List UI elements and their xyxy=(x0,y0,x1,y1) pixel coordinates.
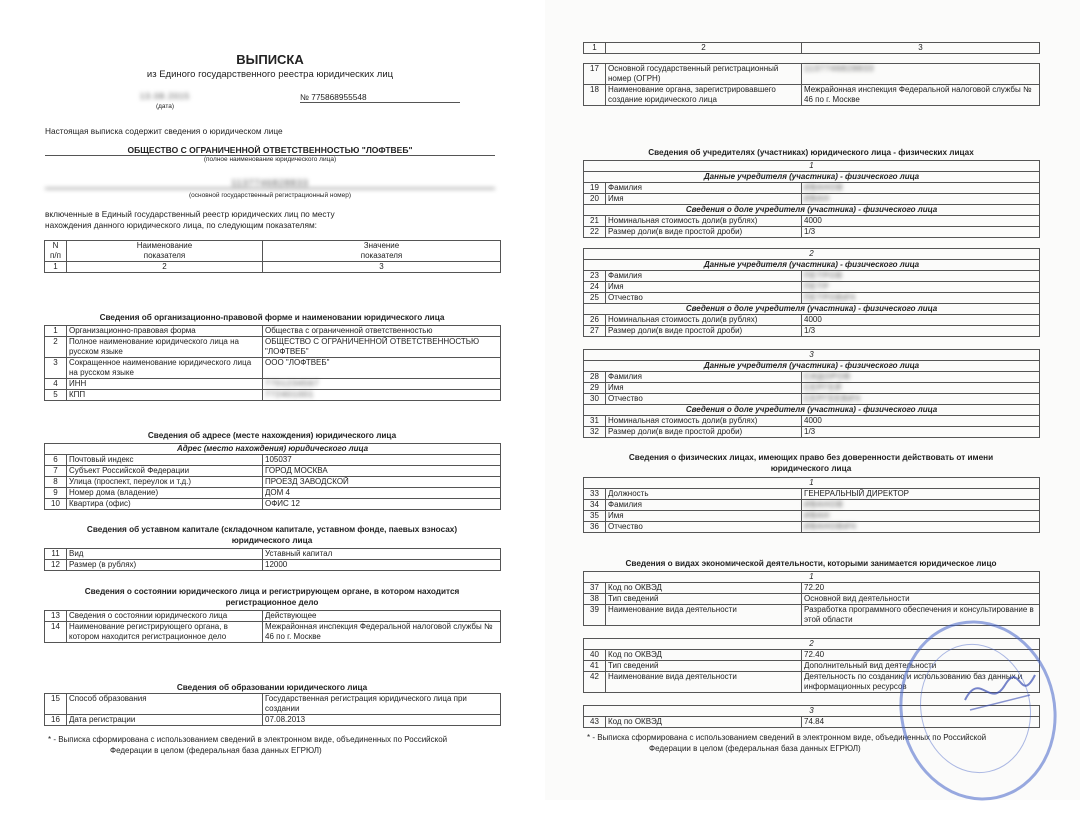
table-row xyxy=(584,183,1040,194)
row-label: Имя xyxy=(606,383,802,394)
row-number: 6 xyxy=(45,455,67,466)
included-text-1: включенные в Единый государственный реестр юридических лиц по месту xyxy=(45,209,335,219)
row-label: КПП xyxy=(67,390,263,401)
row-value: ГОРОД МОСКВА xyxy=(263,466,501,477)
footnote: Федерации в целом (федеральная база данных ЕГРЮЛ) xyxy=(110,746,322,755)
header-num: 1 xyxy=(584,43,606,54)
included-text-2: нахождения данного юридического лица, по следующим показателям: xyxy=(45,220,317,230)
row-number: 34 xyxy=(584,500,606,511)
col-value-1: Значение xyxy=(363,241,400,250)
row-value: Дополнительный вид деятельности xyxy=(802,661,1040,672)
row-number: 22 xyxy=(584,227,606,238)
row-number: 23 xyxy=(584,271,606,282)
row-label: Наименование регистрирующего органа, в котором находится регистрационное дело xyxy=(67,622,263,643)
group-number: 2 xyxy=(584,249,1040,260)
group-number: 1 xyxy=(584,161,1040,172)
table-row xyxy=(584,522,1040,533)
org-name-caption: (полное наименование юридического лица) xyxy=(203,156,337,163)
table-subheader: Сведения о доле учредителя (участника) - физического лица xyxy=(584,205,1040,216)
table-row xyxy=(584,416,1040,427)
header-table xyxy=(583,42,1040,54)
ogrn-caption: (основной государственный регистрационный номер) xyxy=(188,192,351,199)
group-number: 1 xyxy=(584,478,1040,489)
row-number: 5 xyxy=(45,390,67,401)
row-value: ИВАНОВ xyxy=(802,500,1040,511)
table-subheader: Адрес (место нахождения) юридического лица xyxy=(45,444,501,455)
section-title: Сведения об адресе (месте нахождения) юридического лица xyxy=(147,431,397,440)
row-value: ИВАНОВ xyxy=(802,183,1040,194)
table-row xyxy=(45,477,501,488)
extract-number: № 775868955548 xyxy=(300,92,460,103)
row-label: Номинальная стоимость доли(в рублях) xyxy=(606,315,802,326)
table-row xyxy=(584,282,1040,293)
intro-text: Настоящая выписка содержит сведения о юридическом лице xyxy=(45,126,283,136)
row-value: 72.40 xyxy=(802,650,1040,661)
table-row xyxy=(584,216,1040,227)
row-value: 74.84 xyxy=(802,717,1040,728)
table-row xyxy=(584,427,1040,438)
row-value: 07.08.2013 xyxy=(263,715,501,726)
row-number: 8 xyxy=(45,477,67,488)
row-label: Основной государственный регистрационный номер (ОГРН) xyxy=(606,64,802,85)
table-subheader: Данные учредителя (участника) - физического лица xyxy=(584,172,1040,183)
row-label: Код по ОКВЭД xyxy=(606,650,802,661)
row-value: ИВАН xyxy=(802,194,1040,205)
section-title: Сведения о состоянии юридического лица и регистрирующем органе, в котором находится xyxy=(84,587,460,596)
table-row xyxy=(584,594,1040,605)
data-table xyxy=(583,571,1040,626)
row-label: Фамилия xyxy=(606,372,802,383)
row-number: 16 xyxy=(45,715,67,726)
row-label: Номинальная стоимость доли(в рублях) xyxy=(606,216,802,227)
row-number: 40 xyxy=(584,650,606,661)
table-row xyxy=(584,583,1040,594)
row-value: ПЕТРОВ xyxy=(802,271,1040,282)
row-number: 17 xyxy=(584,64,606,85)
row-label: Отчество xyxy=(606,293,802,304)
row-number: 4 xyxy=(45,379,67,390)
row-label: Имя xyxy=(606,282,802,293)
data-table xyxy=(583,477,1040,533)
row-value: 1/3 xyxy=(802,427,1040,438)
row-value: Разработка программного обеспечения и консультирование в этой области xyxy=(802,605,1040,626)
row-label: Сведения о состоянии юридического лица xyxy=(67,611,263,622)
table-subheader: Данные учредителя (участника) - физического лица xyxy=(584,361,1040,372)
table-row xyxy=(45,560,501,571)
row-number: 24 xyxy=(584,282,606,293)
row-number: 31 xyxy=(584,416,606,427)
header-table xyxy=(44,240,501,273)
row-label: Отчество xyxy=(606,522,802,533)
table-row xyxy=(45,611,501,622)
row-number: 25 xyxy=(584,293,606,304)
data-table xyxy=(583,63,1040,106)
table-row xyxy=(584,293,1040,304)
row-value: Межрайонная инспекция Федеральной налоговой службы № 46 по г. Москве xyxy=(802,85,1040,106)
row-value: Межрайонная инспекция Федеральной налоговой службы № 46 по г. Москве xyxy=(263,622,501,643)
row-label: Фамилия xyxy=(606,271,802,282)
data-table xyxy=(583,349,1040,438)
row-value: ОФИС 12 xyxy=(263,499,501,510)
row-label: Почтовый индекс xyxy=(67,455,263,466)
extract-date: 13.08.2015 xyxy=(140,92,191,101)
row-number: 37 xyxy=(584,583,606,594)
row-value: 1137746828833 xyxy=(802,64,1040,85)
row-number: 38 xyxy=(584,594,606,605)
row-number: 29 xyxy=(584,383,606,394)
header-num: 3 xyxy=(263,262,501,273)
row-value: 4000 xyxy=(802,315,1040,326)
row-label: Полное наименование юридического лица на русском языке xyxy=(67,337,263,358)
row-number: 13 xyxy=(45,611,67,622)
row-label: Фамилия xyxy=(606,500,802,511)
table-row xyxy=(584,271,1040,282)
header-num: 2 xyxy=(67,262,263,273)
row-number: 35 xyxy=(584,511,606,522)
row-value: ИВАН xyxy=(802,511,1040,522)
table-row xyxy=(45,499,501,510)
row-value: 7701234567 xyxy=(263,379,501,390)
row-number: 36 xyxy=(584,522,606,533)
row-label: Код по ОКВЭД xyxy=(606,583,802,594)
row-label: Дата регистрации xyxy=(67,715,263,726)
row-value: Общества с ограниченной ответственностью xyxy=(263,326,501,337)
table-row xyxy=(45,622,501,643)
row-label: Номер дома (владение) xyxy=(67,488,263,499)
document-title: ВЫПИСКА xyxy=(236,52,304,67)
section-title: Сведения о видах экономической деятельности, которыми занимается юридическое лицо xyxy=(625,559,997,568)
col-num-2: п/п xyxy=(50,251,61,260)
col-name-1: Наименование xyxy=(136,241,193,250)
data-table xyxy=(44,548,501,571)
row-number: 26 xyxy=(584,315,606,326)
row-label: Имя xyxy=(606,194,802,205)
data-table xyxy=(583,160,1040,238)
table-row xyxy=(45,358,501,379)
table-row xyxy=(584,194,1040,205)
table-row xyxy=(45,488,501,499)
row-value: Деятельность по созданию и использованию баз данных и информационных ресурсов xyxy=(802,672,1040,693)
row-number: 7 xyxy=(45,466,67,477)
row-value: 12000 xyxy=(263,560,501,571)
row-number: 3 xyxy=(45,358,67,379)
row-number: 20 xyxy=(584,194,606,205)
row-number: 21 xyxy=(584,216,606,227)
table-subheader: Сведения о доле учредителя (участника) - физического лица xyxy=(584,304,1040,315)
row-label: Размер доли(в виде простой дроби) xyxy=(606,427,802,438)
col-value-2: показателя xyxy=(360,251,403,260)
group-number: 1 xyxy=(584,572,1040,583)
row-number: 33 xyxy=(584,489,606,500)
row-label: Номинальная стоимость доли(в рублях) xyxy=(606,416,802,427)
row-label: Субъект Российской Федерации xyxy=(67,466,263,477)
table-row xyxy=(45,694,501,715)
ogrn-value: 1137746828833 xyxy=(45,178,495,189)
row-number: 9 xyxy=(45,488,67,499)
row-number: 15 xyxy=(45,694,67,715)
row-value: 1/3 xyxy=(802,227,1040,238)
row-value: ГЕНЕРАЛЬНЫЙ ДИРЕКТОР xyxy=(802,489,1040,500)
group-number: 3 xyxy=(584,350,1040,361)
row-value: СЕРГЕЙ xyxy=(802,383,1040,394)
extract-page-left xyxy=(0,0,535,800)
row-number: 12 xyxy=(45,560,67,571)
row-label: Размер доли(в виде простой дроби) xyxy=(606,326,802,337)
row-number: 28 xyxy=(584,372,606,383)
row-value: ОБЩЕСТВО С ОГРАНИЧЕННОЙ ОТВЕТСТВЕННОСТЬЮ "ЛОФТВЕБ" xyxy=(263,337,501,358)
row-label: Вид xyxy=(67,549,263,560)
row-label: Наименование вида деятельности xyxy=(606,672,802,693)
table-row xyxy=(45,715,501,726)
row-label: Код по ОКВЭД xyxy=(606,717,802,728)
row-label: Квартира (офис) xyxy=(67,499,263,510)
row-value: Основной вид деятельности xyxy=(802,594,1040,605)
section-title: Сведения об организационно-правовой форме и наименовании юридического лица xyxy=(99,313,445,322)
table-row xyxy=(584,315,1040,326)
org-full-name: ОБЩЕСТВО С ОГРАНИЧЕННОЙ ОТВЕТСТВЕННОСТЬЮ "ЛОФТВЕБ" xyxy=(45,145,495,156)
row-label: Тип сведений xyxy=(606,661,802,672)
row-value: 105037 xyxy=(263,455,501,466)
table-row xyxy=(584,326,1040,337)
row-label: Наименование органа, зарегистрировавшего создание юридического лица xyxy=(606,85,802,106)
data-table xyxy=(583,248,1040,337)
row-label: Сокращенное наименование юридического лица на русском языке xyxy=(67,358,263,379)
row-value: ООО "ЛОФТВЕБ" xyxy=(263,358,501,379)
header-num: 1 xyxy=(45,262,67,273)
date-caption: (дата) xyxy=(155,103,175,110)
row-value: ДОМ 4 xyxy=(263,488,501,499)
row-label: Отчество xyxy=(606,394,802,405)
table-row xyxy=(45,379,501,390)
row-label: Размер (в рублях) xyxy=(67,560,263,571)
row-number: 1 xyxy=(45,326,67,337)
row-label: Размер доли(в виде простой дроби) xyxy=(606,227,802,238)
footnote: * - Выписка сформирована с использованием сведений в электронном виде, объединенных по Российской xyxy=(587,733,987,742)
row-number: 32 xyxy=(584,427,606,438)
header-num: 2 xyxy=(606,43,802,54)
data-table xyxy=(44,443,501,510)
table-row xyxy=(45,337,501,358)
signature-icon xyxy=(960,660,1040,720)
header-num: 3 xyxy=(802,43,1040,54)
row-label: Улица (проспект, переулок и т.д.) xyxy=(67,477,263,488)
row-number: 30 xyxy=(584,394,606,405)
row-value: 72.20 xyxy=(802,583,1040,594)
row-label: Способ образования xyxy=(67,694,263,715)
row-number: 39 xyxy=(584,605,606,626)
row-value: 4000 xyxy=(802,416,1040,427)
row-number: 41 xyxy=(584,661,606,672)
row-value: СЕРГЕЕВИЧ xyxy=(802,394,1040,405)
row-number: 2 xyxy=(45,337,67,358)
footnote: * - Выписка сформирована с использованием сведений в электронном виде, объединенных по Российской xyxy=(48,735,448,744)
data-table xyxy=(44,325,501,401)
row-label: Фамилия xyxy=(606,183,802,194)
section-title: Сведения об уставном капитале (складочном капитале, уставном фонде, паевых взносах) xyxy=(86,525,458,534)
table-row xyxy=(584,372,1040,383)
row-value: ИВАНОВИЧ xyxy=(802,522,1040,533)
table-subheader: Сведения о доле учредителя (участника) - физического лица xyxy=(584,405,1040,416)
data-table xyxy=(44,693,501,726)
row-value: Уставный капитал xyxy=(263,549,501,560)
table-row xyxy=(45,466,501,477)
row-number: 19 xyxy=(584,183,606,194)
table-row xyxy=(45,549,501,560)
row-value: 772401001 xyxy=(263,390,501,401)
section-title: Сведения об учредителях (участниках) юридического лица - физических лицах xyxy=(648,148,974,157)
table-row xyxy=(584,489,1040,500)
row-number: 11 xyxy=(45,549,67,560)
row-number: 10 xyxy=(45,499,67,510)
table-row xyxy=(45,326,501,337)
row-label: Имя xyxy=(606,511,802,522)
row-number: 18 xyxy=(584,85,606,106)
row-value: ПЕТРОВИЧ xyxy=(802,293,1040,304)
row-label: Должность xyxy=(606,489,802,500)
table-row xyxy=(584,383,1040,394)
table-row xyxy=(584,500,1040,511)
group-number: 2 xyxy=(584,639,1040,650)
group-number: 3 xyxy=(584,706,1040,717)
row-number: 43 xyxy=(584,717,606,728)
row-value: 4000 xyxy=(802,216,1040,227)
section-title: Сведения об образовании юридического лица xyxy=(176,683,368,692)
row-number: 42 xyxy=(584,672,606,693)
section-title: юридического лица xyxy=(770,464,852,473)
row-label: Тип сведений xyxy=(606,594,802,605)
row-value: Действующее xyxy=(263,611,501,622)
col-num-1: N xyxy=(52,241,59,250)
row-label: ИНН xyxy=(67,379,263,390)
row-value: СИДОРОВ xyxy=(802,372,1040,383)
footnote: Федерации в целом (федеральная база данных ЕГРЮЛ) xyxy=(649,744,861,753)
table-row xyxy=(584,64,1040,85)
row-label: Наименование вида деятельности xyxy=(606,605,802,626)
row-value: ПЕТР xyxy=(802,282,1040,293)
row-number: 14 xyxy=(45,622,67,643)
data-table xyxy=(44,610,501,643)
table-row xyxy=(584,227,1040,238)
table-row xyxy=(584,511,1040,522)
table-row xyxy=(45,455,501,466)
row-number: 27 xyxy=(584,326,606,337)
section-title: Сведения о физических лицах, имеющих право без доверенности действовать от имени xyxy=(628,453,994,462)
row-label: Организационно-правовая форма xyxy=(67,326,263,337)
section-title: юридического лица xyxy=(231,536,313,545)
table-row xyxy=(584,85,1040,106)
table-subheader: Данные учредителя (участника) - физического лица xyxy=(584,260,1040,271)
row-value: Государственная регистрация юридического лица при создании xyxy=(263,694,501,715)
row-value: ПРОЕЗД ЗАВОДСКОЙ xyxy=(263,477,501,488)
table-row xyxy=(45,390,501,401)
document-subtitle: из Единого государственного реестра юридических лиц xyxy=(146,69,394,80)
row-value: 1/3 xyxy=(802,326,1040,337)
table-row xyxy=(584,394,1040,405)
col-name-2: показателя xyxy=(143,251,186,260)
section-title: регистрационное дело xyxy=(225,598,319,607)
